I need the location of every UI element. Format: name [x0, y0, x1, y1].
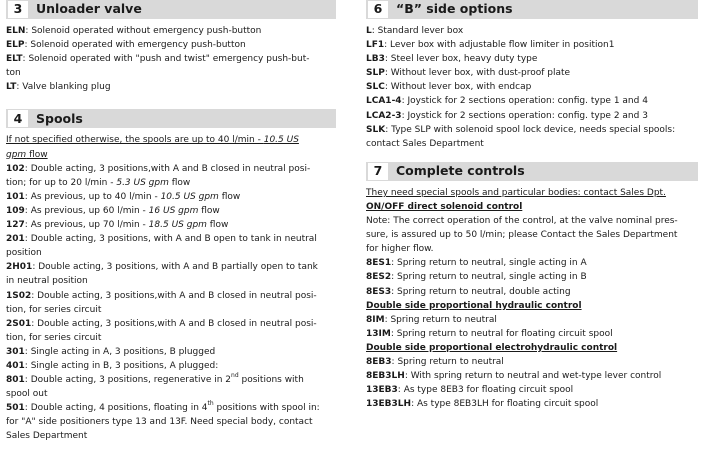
section-4-header	[6, 109, 336, 128]
note-line: sure, is assured up to 50 l/min; please Contact the Sales Department	[366, 230, 678, 241]
list-item: SLK: Type SLP with solenoid spool lock device, needs special spools:	[366, 124, 676, 135]
left-column	[6, 0, 336, 444]
list-item-continuation: Sales Department	[6, 431, 88, 442]
section-6-list	[366, 24, 698, 151]
list-item: 8ES2: Spring return to neutral, single acting in B	[366, 272, 587, 283]
section-7-number: 7	[367, 162, 389, 181]
list-item-continuation: contact Sales Department	[366, 138, 484, 149]
list-item: 801: Double acting, 3 positions, regenerative in 2nd positions with	[6, 372, 304, 386]
section-3-list	[6, 24, 336, 94]
list-item: LT: Valve blanking plug	[6, 82, 111, 93]
section-6-header	[366, 0, 698, 19]
list-item: 8EB3: Spring return to neutral	[366, 356, 504, 367]
section-6-title: “B” side options	[396, 1, 513, 17]
right-column	[366, 0, 698, 411]
note-line: Note: The correct operation of the control, at the valve nominal pres-	[366, 216, 678, 227]
spools-intro-continued: gpm flow	[6, 149, 48, 160]
subheading-electrohydraulic: Double side proportional electrohydraulic control	[366, 342, 618, 353]
controls-intro: They need special spools and particular bodies: contact Sales Dpt.	[366, 187, 666, 198]
list-item: 401: Single acting in B, 3 positions, A plugged:	[6, 360, 219, 371]
list-item-continuation: spool out	[6, 389, 48, 400]
section-3-header	[6, 0, 336, 19]
list-item: L: Standard lever box	[366, 26, 464, 36]
list-item: SLP: Without lever box, with dust-proof plate	[366, 68, 571, 79]
list-item: ELT: Solenoid operated with "push and twist" emergency push-but-	[6, 54, 310, 65]
list-item-continuation: tion, for series circuit	[6, 304, 102, 315]
list-item-continuation: ton	[6, 68, 21, 79]
list-item: 301: Single acting in A, 3 positions, B plugged	[6, 346, 216, 357]
list-item-continuation: for "A" side positioners type 13 and 13F. Need special body, contact	[6, 417, 313, 428]
section-3-number: 3	[7, 0, 29, 19]
subheading-hydraulic: Double side proportional hydraulic control	[366, 300, 582, 311]
list-item: 13IM: Spring return to neutral for floating circuit spool	[366, 328, 613, 339]
note-line: for higher flow.	[366, 244, 434, 255]
list-item: 13EB3LH: As type 8EB3LH for floating circuit spool	[366, 399, 599, 410]
list-item: 201: Double acting, 3 positions, with A and B open to tank in neutral	[6, 234, 317, 245]
list-item: 501: Double acting, 4 positions, floating in 4th positions with spool in:	[6, 400, 320, 414]
spools-intro: If not specified otherwise, the spools are up to 40 l/min - 10.5 US	[6, 135, 299, 146]
subheading-on-off: ON/OFF direct solenoid control	[366, 201, 523, 212]
section-7-title: Complete controls	[396, 163, 525, 179]
list-item: 1S02: Double acting, 3 positions,with A and B closed in neutral posi-	[6, 290, 317, 301]
section-6-number: 6	[367, 0, 389, 19]
list-item: 2S01: Double acting, 3 positions,with A and B closed in neutral posi-	[6, 318, 317, 329]
list-item: 109: As previous, up 60 l/min - 16 US gpm flow	[6, 205, 220, 216]
section-7-header	[366, 162, 698, 181]
list-item: SLC: Without lever box, with endcap	[366, 82, 532, 93]
list-item: LB3: Steel lever box, heavy duty type	[366, 54, 538, 65]
list-item: 2H01: Double acting, 3 positions, with A and B partially open to tank	[6, 262, 318, 273]
list-item-continuation: tion, for series circuit	[6, 332, 102, 343]
list-item: 13EB3: As type 8EB3 for floating circuit spool	[366, 385, 574, 396]
list-item: 8EB3LH: With spring return to neutral and wet-type lever control	[366, 371, 662, 382]
list-item: LCA1-4: Joystick for 2 sections operation: config. type 1 and 4	[366, 96, 648, 107]
list-item: ELN: Solenoid operated without emergency push-button	[6, 26, 262, 36]
section-3-title: Unloader valve	[36, 1, 142, 17]
list-item: LCA2-3: Joystick for 2 sections operation: config. type 2 and 3	[366, 110, 648, 121]
section-4-title: Spools	[36, 110, 83, 126]
list-item: 102: Double acting, 3 positions,with A and B closed in neutral posi-	[6, 163, 311, 174]
list-item-continuation: position	[6, 248, 42, 259]
section-7-list	[366, 186, 698, 412]
section-4-number: 4	[7, 109, 29, 128]
list-item: 8IM: Spring return to neutral	[366, 314, 497, 325]
list-item: 8ES3: Spring return to neutral, double acting	[366, 286, 571, 297]
section-4-list	[6, 133, 336, 443]
list-item: 8ES1: Spring return to neutral, single acting in A	[366, 258, 587, 269]
list-item: LF1: Lever box with adjustable flow limiter in position1	[366, 40, 615, 51]
list-item: 127: As previous, up 70 l/min - 18.5 US gpm flow	[6, 220, 229, 231]
list-item-continuation: in neutral position	[6, 276, 88, 287]
list-item-continuation: tion; for up to 20 l/min - 5.3 US gpm flow	[6, 177, 191, 188]
list-item: 101: As previous, up to 40 l/min - 10.5 US gpm flow	[6, 191, 241, 202]
list-item: ELP: Solenoid operated with emergency push-button	[6, 40, 246, 51]
